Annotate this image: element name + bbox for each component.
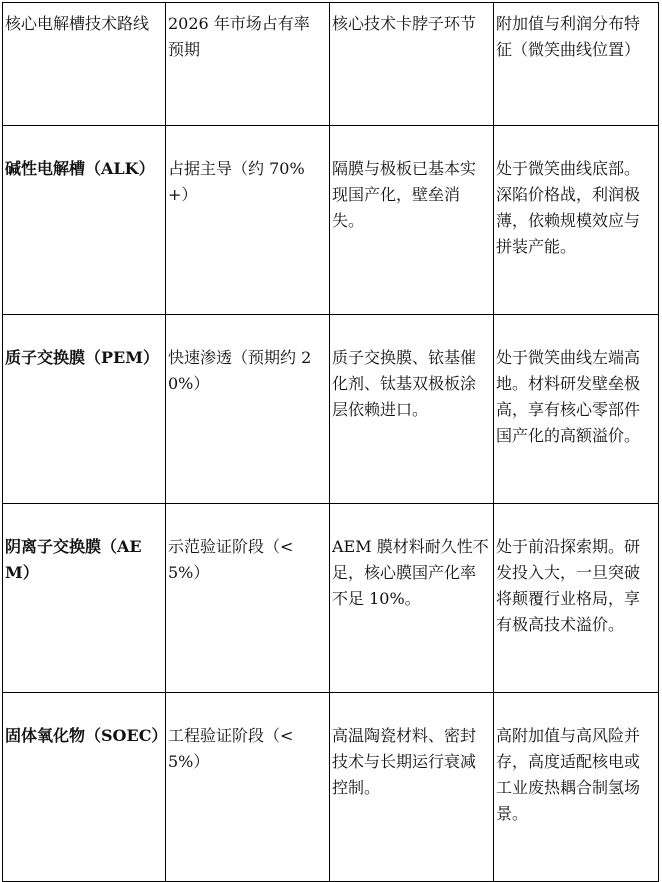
share-aem: 示范验证阶段（<5%）	[166, 504, 330, 693]
profit-pem: 处于微笑曲线左端高地。材料研发壁垒极高，享有核心零部件国产化的高额溢价。	[494, 315, 659, 504]
table-header-row	[3, 3, 659, 126]
share-soec: 工程验证阶段（<5%）	[166, 693, 330, 882]
header-market-share: 2026 年市场占有率预期	[166, 3, 330, 126]
profit-alk: 处于微笑曲线底部。深陷价格战，利润极薄，依赖规模效应与拼装产能。	[494, 126, 659, 315]
bottleneck-alk: 隔膜与极板已基本实现国产化，壁垒消失。	[330, 126, 494, 315]
electrolyzer-comparison-table	[2, 2, 659, 882]
bottleneck-aem: AEM 膜材料耐久性不足，核心膜国产化率不足 10%。	[330, 504, 494, 693]
share-alk: 占据主导（约 70%+）	[166, 126, 330, 315]
profit-soec: 高附加值与高风险并存，高度适配核电或工业废热耦合制氢场景。	[494, 693, 659, 882]
bottleneck-pem: 质子交换膜、铱基催化剂、钛基双极板涂层依赖进口。	[330, 315, 494, 504]
route-pem: 质子交换膜（PEM）	[3, 315, 166, 504]
bottleneck-soec: 高温陶瓷材料、密封技术与长期运行衰减控制。	[330, 693, 494, 882]
route-aem: 阴离子交换膜（AEM）	[3, 504, 166, 693]
table-row	[3, 126, 659, 315]
table-row	[3, 504, 659, 693]
table-row	[3, 315, 659, 504]
profit-aem: 处于前沿探索期。研发投入大，一旦突破将颠覆行业格局，享有极高技术溢价。	[494, 504, 659, 693]
header-profit-distribution: 附加值与利润分布特征（微笑曲线位置）	[494, 3, 659, 126]
header-bottleneck: 核心技术卡脖子环节	[330, 3, 494, 126]
route-alk: 碱性电解槽（ALK）	[3, 126, 166, 315]
route-soec: 固体氧化物（SOEC）	[3, 693, 166, 882]
table-row	[3, 693, 659, 882]
header-route: 核心电解槽技术路线	[3, 3, 166, 126]
share-pem: 快速渗透（预期约 20%）	[166, 315, 330, 504]
